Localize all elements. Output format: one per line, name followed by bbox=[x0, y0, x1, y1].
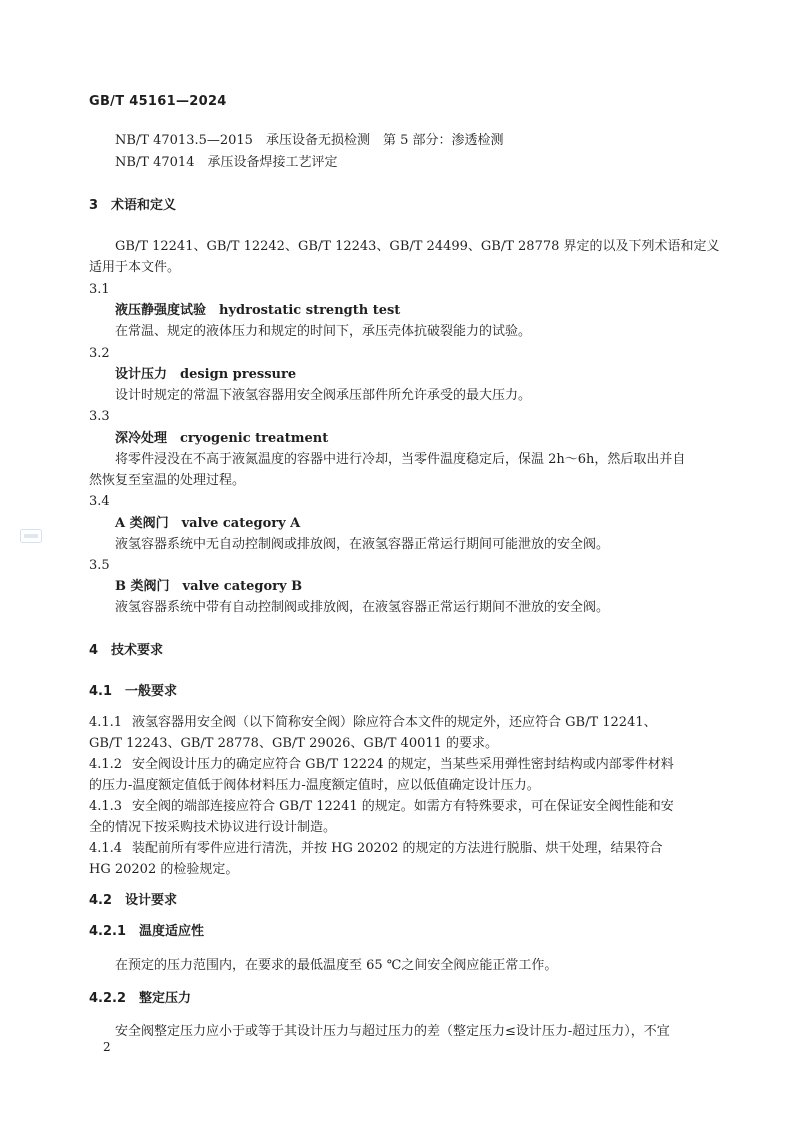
clause-text: 装配前所有零件应进行清洗，并按 HG 20202 的规定的方法进行脱脂、烘干处理，结果符合 bbox=[132, 841, 663, 856]
clause-number: 4.1.2 bbox=[89, 757, 123, 772]
clause-text: 安全阀设计压力的确定应符合 GB/T 12224 的规定，当某些采用弹性密封结构或内部零件材料 bbox=[132, 757, 674, 772]
clause-text-cont: 的压力-温度额定值低于阀体材料压力-温度额定值时，应以低值确定设计压力。 bbox=[89, 778, 540, 793]
page-number: 2 bbox=[103, 1040, 111, 1054]
term-number: 3.5 bbox=[89, 558, 110, 573]
section-3-intro-line2: 适用于本文件。 bbox=[89, 260, 181, 275]
term-definition: 液氢容器系统中带有自动控制阀或排放阀，在液氢容器正常运行期间不泄放的安全阀。 bbox=[115, 600, 610, 615]
term-definition-cont: 然恢复至室温的处理过程。 bbox=[89, 473, 246, 488]
section-4-2-1-title: 4.2.1 温度适应性 bbox=[89, 924, 205, 939]
term-number: 3.4 bbox=[89, 494, 110, 509]
clause-text-cont: GB/T 12243、GB/T 28778、GB/T 29026、GB/T 40011 的要求。 bbox=[89, 736, 499, 751]
term-number: 3.2 bbox=[89, 346, 110, 361]
reference-item: NB/T 47014 承压设备焊接工艺评定 bbox=[115, 155, 338, 170]
reference-item: NB/T 47013.5—2015 承压设备无损检测 第 5 部分：渗透检测 bbox=[115, 133, 504, 148]
clause-text: 安全阀的端部连接应符合 GB/T 12241 的规定。如需方有特殊要求，可在保证安全阀性能和安 bbox=[132, 799, 674, 814]
watermark-logo bbox=[20, 528, 42, 542]
section-4-title: 4 技术要求 bbox=[89, 643, 164, 658]
term-definition: 设计时规定的常温下液氢容器用安全阀承压部件所允许承受的最大压力。 bbox=[115, 388, 532, 403]
clause-text: 液氢容器用安全阀（以下简称安全阀）除应符合本文件的规定外，还应符合 GB/T 12241、 bbox=[132, 715, 657, 730]
section-4-2-2-text: 安全阀整定压力应小于或等于其设计压力与超过压力的差（整定压力≤设计压力-超过压力），不宜 bbox=[115, 1024, 670, 1039]
term-title: A 类阀门 valve category A bbox=[115, 516, 301, 531]
clause-number: 4.1.1 bbox=[89, 715, 123, 730]
term-definition: 将零件浸没在不高于液氮温度的容器中进行冷却，当零件温度稳定后，保温 2h～6h，然后取出并自 bbox=[115, 452, 686, 467]
term-number: 3.1 bbox=[89, 282, 110, 297]
term-title: 液压静强度试验 hydrostatic strength test bbox=[115, 303, 401, 318]
term-number: 3.3 bbox=[89, 409, 110, 424]
clause-number: 4.1.4 bbox=[89, 841, 123, 856]
clause-text-cont: HG 20202 的检验规定。 bbox=[89, 862, 239, 877]
term-title: 深冷处理 cryogenic treatment bbox=[115, 431, 329, 446]
clause-text-cont: 全的情况下按采购技术协议进行设计制造。 bbox=[89, 820, 337, 835]
section-4-2-title: 4.2 设计要求 bbox=[89, 893, 178, 908]
term-definition: 在常温、规定的液体压力和规定的时间下，承压壳体抗破裂能力的试验。 bbox=[115, 324, 532, 339]
section-3-intro-line1: GB/T 12241、GB/T 12242、GB/T 12243、GB/T 24499、GB/T 28778 界定的以及下列术语和定义 bbox=[115, 239, 720, 254]
clause-number: 4.1.3 bbox=[89, 799, 123, 814]
term-title: B 类阀门 valve category B bbox=[115, 579, 303, 594]
section-4-1-title: 4.1 一般要求 bbox=[89, 684, 178, 699]
section-4-2-1-text: 在预定的压力范围内，在要求的最低温度至 65 ℃之间安全阀应能正常工作。 bbox=[115, 958, 558, 973]
document-header: GB/T 45161—2024 bbox=[89, 94, 227, 109]
section-4-2-2-title: 4.2.2 整定压力 bbox=[89, 991, 192, 1006]
term-definition: 液氢容器系统中无自动控制阀或排放阀，在液氢容器正常运行期间可能泄放的安全阀。 bbox=[115, 537, 610, 552]
section-3-title: 3 术语和定义 bbox=[89, 198, 177, 213]
term-title: 设计压力 design pressure bbox=[115, 367, 297, 382]
